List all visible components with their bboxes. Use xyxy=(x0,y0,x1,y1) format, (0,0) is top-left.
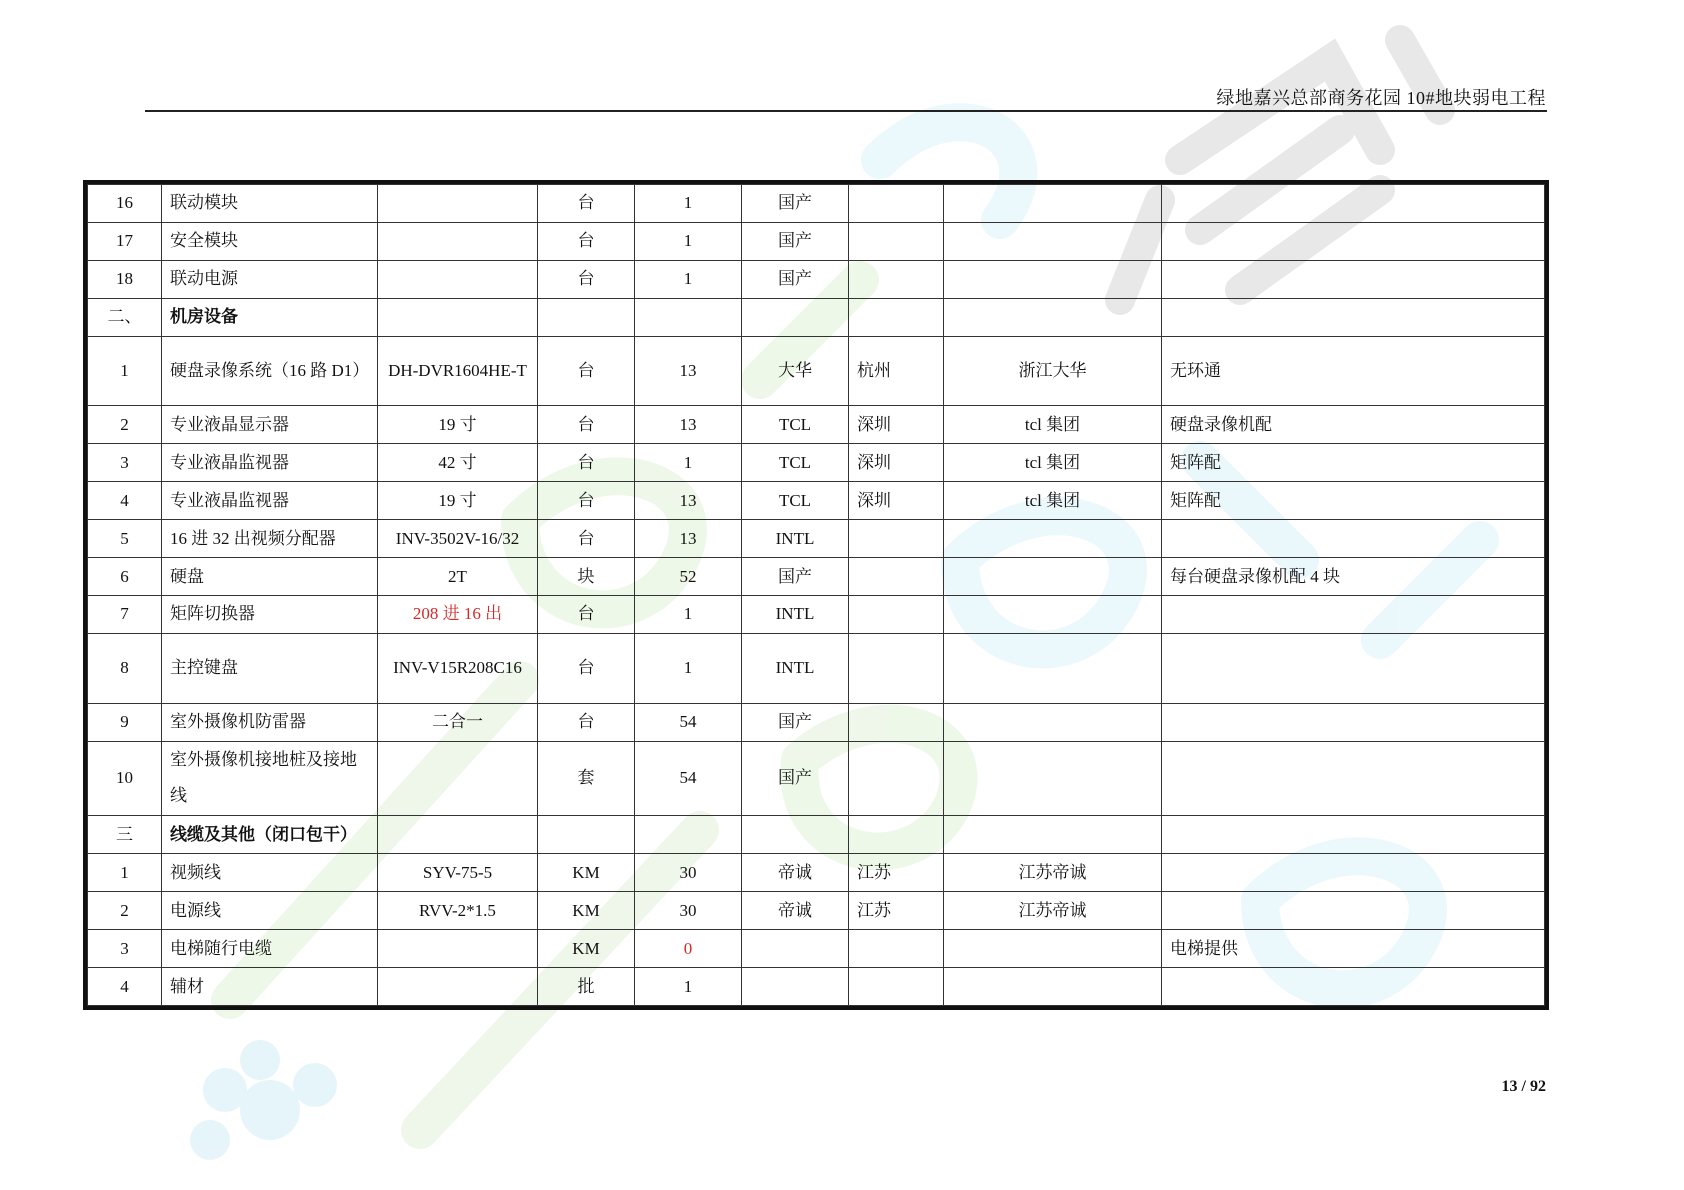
cell-unit: 台 xyxy=(538,633,635,703)
table-row xyxy=(88,260,1545,298)
cell-origin: 深圳 xyxy=(849,482,944,520)
cell-unit: 台 xyxy=(538,185,635,223)
cell-brand: 国产 xyxy=(742,741,849,816)
cell-number: 6 xyxy=(88,558,162,596)
cell-brand xyxy=(742,816,849,854)
cell-item-name: 硬盘录像系统（16 路 D1） xyxy=(162,336,378,406)
cell-model: 208 进 16 出 xyxy=(378,595,538,633)
cell-quantity: 30 xyxy=(635,854,742,892)
cell-brand: 国产 xyxy=(742,558,849,596)
document-header-title: 绿地嘉兴总部商务花园 10#地块弱电工程 xyxy=(1216,88,1546,108)
cell-brand: 国产 xyxy=(742,222,849,260)
cell-quantity: 54 xyxy=(635,741,742,816)
cell-item-name: 线缆及其他（闭口包干） xyxy=(162,816,378,854)
header-divider xyxy=(145,110,1547,112)
table-row xyxy=(88,633,1545,703)
cell-manufacturer xyxy=(944,595,1162,633)
equipment-table xyxy=(87,184,1545,1006)
equipment-table-frame xyxy=(83,180,1549,1010)
cell-origin: 江苏 xyxy=(849,854,944,892)
cell-model xyxy=(378,222,538,260)
cell-unit: KM xyxy=(538,930,635,968)
cell-unit: 台 xyxy=(538,260,635,298)
cell-number: 5 xyxy=(88,520,162,558)
table-row xyxy=(88,703,1545,741)
cell-item-name: 电梯随行电缆 xyxy=(162,930,378,968)
cell-quantity: 1 xyxy=(635,444,742,482)
cell-quantity: 1 xyxy=(635,222,742,260)
cell-quantity: 1 xyxy=(635,595,742,633)
cell-manufacturer xyxy=(944,633,1162,703)
cell-item-name: 联动模块 xyxy=(162,185,378,223)
cell-quantity: 13 xyxy=(635,482,742,520)
cell-origin xyxy=(849,816,944,854)
cell-remark xyxy=(1162,816,1545,854)
cell-item-name: 主控键盘 xyxy=(162,633,378,703)
table-row xyxy=(88,854,1545,892)
cell-remark xyxy=(1162,185,1545,223)
cell-remark: 无环通 xyxy=(1162,336,1545,406)
cell-remark xyxy=(1162,703,1545,741)
cell-remark xyxy=(1162,260,1545,298)
cell-manufacturer: 江苏帝诚 xyxy=(944,892,1162,930)
cell-quantity: 30 xyxy=(635,892,742,930)
cell-remark xyxy=(1162,633,1545,703)
cell-unit xyxy=(538,298,635,336)
table-row xyxy=(88,558,1545,596)
cell-number: 10 xyxy=(88,741,162,816)
cell-quantity: 1 xyxy=(635,185,742,223)
table-row xyxy=(88,595,1545,633)
cell-item-name: 硬盘 xyxy=(162,558,378,596)
cell-number: 16 xyxy=(88,185,162,223)
cell-item-name: 安全模块 xyxy=(162,222,378,260)
cell-brand: 国产 xyxy=(742,260,849,298)
cell-model: 二合一 xyxy=(378,703,538,741)
page-number: 13 / 92 xyxy=(1501,1078,1546,1095)
cell-model xyxy=(378,968,538,1006)
cell-origin xyxy=(849,558,944,596)
cell-manufacturer: 浙江大华 xyxy=(944,336,1162,406)
cell-number: 18 xyxy=(88,260,162,298)
cell-origin xyxy=(849,298,944,336)
cell-remark xyxy=(1162,854,1545,892)
cell-unit: 台 xyxy=(538,336,635,406)
cell-origin xyxy=(849,185,944,223)
cell-origin: 杭州 xyxy=(849,336,944,406)
cell-manufacturer: 江苏帝诚 xyxy=(944,854,1162,892)
cell-model xyxy=(378,185,538,223)
table-row xyxy=(88,968,1545,1006)
cell-manufacturer xyxy=(944,930,1162,968)
cell-item-name: 室外摄像机接地桩及接地线 xyxy=(162,741,378,816)
cell-remark xyxy=(1162,968,1545,1006)
cell-manufacturer xyxy=(944,816,1162,854)
cell-manufacturer xyxy=(944,298,1162,336)
cell-brand: 帝诚 xyxy=(742,854,849,892)
cell-number: 三 xyxy=(88,816,162,854)
cell-brand: TCL xyxy=(742,482,849,520)
cell-number: 4 xyxy=(88,968,162,1006)
cell-remark xyxy=(1162,741,1545,816)
cell-model: 42 寸 xyxy=(378,444,538,482)
cell-brand xyxy=(742,930,849,968)
cell-model xyxy=(378,741,538,816)
cell-brand: TCL xyxy=(742,406,849,444)
cell-brand: TCL xyxy=(742,444,849,482)
cell-manufacturer xyxy=(944,222,1162,260)
cell-origin: 江苏 xyxy=(849,892,944,930)
cell-model: RVV-2*1.5 xyxy=(378,892,538,930)
cell-manufacturer: tcl 集团 xyxy=(944,444,1162,482)
cell-remark: 硬盘录像机配 xyxy=(1162,406,1545,444)
table-row xyxy=(88,406,1545,444)
cell-brand: INTL xyxy=(742,595,849,633)
cell-manufacturer xyxy=(944,260,1162,298)
cell-item-name: 视频线 xyxy=(162,854,378,892)
cell-model xyxy=(378,930,538,968)
cell-model: 19 寸 xyxy=(378,406,538,444)
cell-unit: 台 xyxy=(538,703,635,741)
section-row xyxy=(88,298,1545,336)
cell-remark: 每台硬盘录像机配 4 块 xyxy=(1162,558,1545,596)
cell-quantity: 13 xyxy=(635,406,742,444)
cell-remark: 电梯提供 xyxy=(1162,930,1545,968)
cell-item-name: 16 进 32 出视频分配器 xyxy=(162,520,378,558)
cell-brand xyxy=(742,968,849,1006)
cell-number: 1 xyxy=(88,336,162,406)
cell-item-name: 室外摄像机防雷器 xyxy=(162,703,378,741)
cell-quantity: 0 xyxy=(635,930,742,968)
cell-manufacturer xyxy=(944,558,1162,596)
cell-manufacturer xyxy=(944,185,1162,223)
table-row xyxy=(88,336,1545,406)
cell-brand: 帝诚 xyxy=(742,892,849,930)
cell-unit: 台 xyxy=(538,520,635,558)
cell-unit: 套 xyxy=(538,741,635,816)
cell-origin xyxy=(849,520,944,558)
cell-remark xyxy=(1162,520,1545,558)
cell-number: 17 xyxy=(88,222,162,260)
table-body xyxy=(88,185,1545,1006)
table-row xyxy=(88,520,1545,558)
cell-model: SYV-75-5 xyxy=(378,854,538,892)
cell-origin xyxy=(849,633,944,703)
table-row xyxy=(88,892,1545,930)
cell-manufacturer: tcl 集团 xyxy=(944,406,1162,444)
cell-unit: 台 xyxy=(538,222,635,260)
cell-unit: KM xyxy=(538,892,635,930)
cell-quantity: 1 xyxy=(635,968,742,1006)
cell-quantity: 1 xyxy=(635,260,742,298)
cell-item-name: 机房设备 xyxy=(162,298,378,336)
cell-quantity xyxy=(635,298,742,336)
cell-remark: 矩阵配 xyxy=(1162,482,1545,520)
cell-number: 7 xyxy=(88,595,162,633)
cell-model xyxy=(378,260,538,298)
cell-unit: 台 xyxy=(538,595,635,633)
cell-remark xyxy=(1162,222,1545,260)
cell-origin xyxy=(849,703,944,741)
table-row xyxy=(88,482,1545,520)
cell-quantity: 13 xyxy=(635,520,742,558)
cell-origin xyxy=(849,595,944,633)
cell-model: DH-DVR1604HE-T xyxy=(378,336,538,406)
cell-manufacturer xyxy=(944,520,1162,558)
cell-quantity: 13 xyxy=(635,336,742,406)
cell-number: 二、 xyxy=(88,298,162,336)
table-row xyxy=(88,930,1545,968)
cell-remark: 矩阵配 xyxy=(1162,444,1545,482)
cell-item-name: 专业液晶监视器 xyxy=(162,444,378,482)
cell-quantity: 1 xyxy=(635,633,742,703)
cell-manufacturer xyxy=(944,968,1162,1006)
cell-model xyxy=(378,816,538,854)
cell-item-name: 矩阵切换器 xyxy=(162,595,378,633)
cell-model: INV-V15R208C16 xyxy=(378,633,538,703)
cell-number: 3 xyxy=(88,930,162,968)
cell-number: 4 xyxy=(88,482,162,520)
cell-unit: KM xyxy=(538,854,635,892)
cell-number: 1 xyxy=(88,854,162,892)
table-row xyxy=(88,741,1545,816)
cell-origin xyxy=(849,260,944,298)
cell-number: 3 xyxy=(88,444,162,482)
cell-number: 2 xyxy=(88,406,162,444)
cell-quantity xyxy=(635,816,742,854)
cell-remark xyxy=(1162,892,1545,930)
cell-origin: 深圳 xyxy=(849,406,944,444)
cell-origin xyxy=(849,741,944,816)
cell-manufacturer xyxy=(944,703,1162,741)
cell-quantity: 52 xyxy=(635,558,742,596)
cell-quantity: 54 xyxy=(635,703,742,741)
table-row xyxy=(88,444,1545,482)
cell-model: INV-3502V-16/32 xyxy=(378,520,538,558)
table-row xyxy=(88,222,1545,260)
cell-origin xyxy=(849,930,944,968)
section-row xyxy=(88,816,1545,854)
cell-unit: 块 xyxy=(538,558,635,596)
cell-manufacturer xyxy=(944,741,1162,816)
cell-brand: 国产 xyxy=(742,185,849,223)
cell-brand xyxy=(742,298,849,336)
cell-item-name: 专业液晶显示器 xyxy=(162,406,378,444)
cell-brand: 国产 xyxy=(742,703,849,741)
table-row xyxy=(88,185,1545,223)
cell-origin xyxy=(849,222,944,260)
cell-unit xyxy=(538,816,635,854)
cell-manufacturer: tcl 集团 xyxy=(944,482,1162,520)
cell-number: 8 xyxy=(88,633,162,703)
cell-model: 19 寸 xyxy=(378,482,538,520)
cell-unit: 台 xyxy=(538,482,635,520)
cell-unit: 批 xyxy=(538,968,635,1006)
cell-origin xyxy=(849,968,944,1006)
cell-item-name: 电源线 xyxy=(162,892,378,930)
cell-remark xyxy=(1162,595,1545,633)
cell-brand: 大华 xyxy=(742,336,849,406)
cell-unit: 台 xyxy=(538,444,635,482)
cell-model xyxy=(378,298,538,336)
cell-brand: INTL xyxy=(742,633,849,703)
cell-number: 2 xyxy=(88,892,162,930)
cell-number: 9 xyxy=(88,703,162,741)
cell-item-name: 辅材 xyxy=(162,968,378,1006)
cell-brand: INTL xyxy=(742,520,849,558)
cell-item-name: 联动电源 xyxy=(162,260,378,298)
cell-remark xyxy=(1162,298,1545,336)
cell-unit: 台 xyxy=(538,406,635,444)
cell-origin: 深圳 xyxy=(849,444,944,482)
cell-item-name: 专业液晶监视器 xyxy=(162,482,378,520)
cell-model: 2T xyxy=(378,558,538,596)
